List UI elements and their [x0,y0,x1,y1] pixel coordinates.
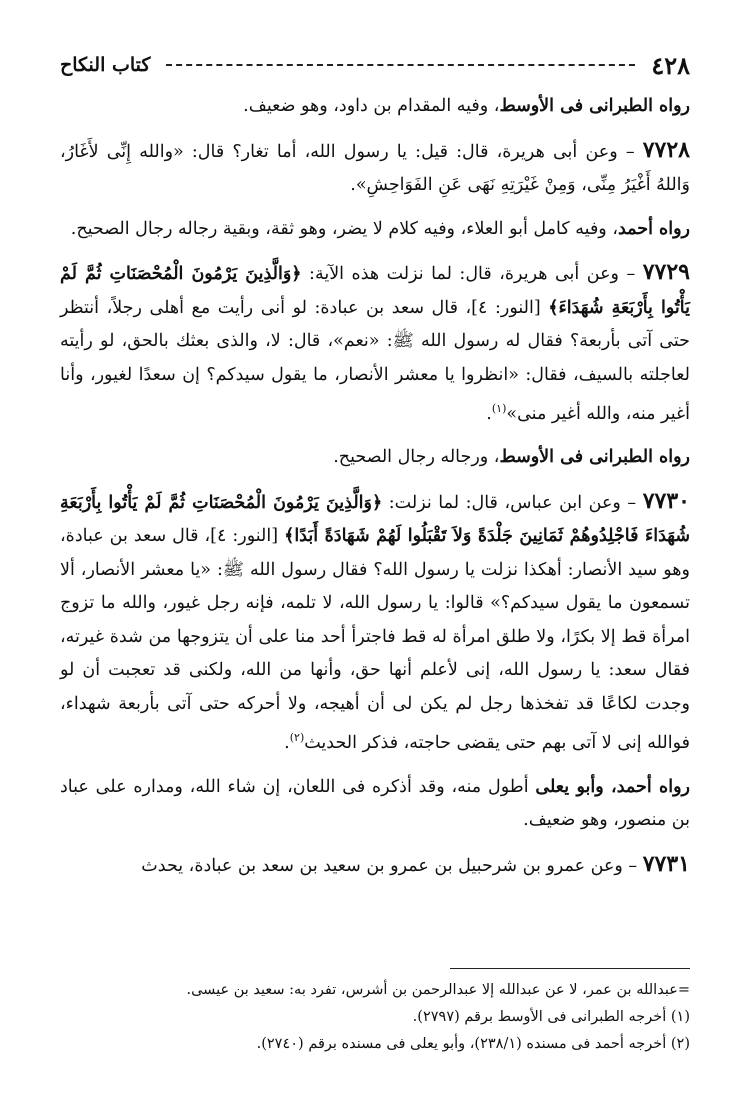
hadith-text-cont: [النور: ٤]، قال سعد بن عبادة: لو أنى رأيت مع أهلى رجلاً، أنتظر حتى آتى بأربعة؟ فقال له رسول الله ﷺ: «نعم»، قال: لا، والذى بعثك بالحق، لو رأيته لعاجلته بالسيف، فقال: «انظروا يا معشر الأنصار، ما يقول سيدكم؟ إن سعدًا لغيور، وأنا أغير منه، والله أغير منى» [60,297,690,424]
header-dashed-rule [166,64,635,66]
quran-verse: ﴿وَالَّذِينَ يَرْمُونَ الْمُحْصَنَاتِ ثُمَّ لَمْ يَأْتُوا بِأَرْبَعَةِ شُهَدَاءَ فَاجْلِدُوهُمْ ثَمَانِينَ جَلْدَةً وَلاَ تَقْبَلُوا لَهُمْ شَهَادَةً أَبَدًا﴾ [60,492,690,547]
source-citation: رواه أحمد، وأبو يعلى [535,776,690,797]
hadith-number: ٧٧٢٩ [642,259,690,285]
paragraph-source-4 [60,771,690,838]
paragraph-source-1 [60,90,690,124]
hadith-text-end: . [284,733,290,754]
hadith-number: ٧٧٢٨ [642,136,690,163]
hadith-7728 [60,134,690,203]
hadith-text-end: . [486,403,492,424]
hadith-text: – وعن أبى هريرة، قال: لما نزلت هذه الآية: [301,264,643,284]
hadith-number: ٧٧٣١ [642,850,690,877]
hadith-text: – وعن أبى هريرة، قال: قيل: يا رسول الله، أما تغار؟ قال: «والله إِنِّى لأَغَارُ، وَاللهُ أَغْيَرُ مِنِّى، وَمِنْ غَيْرَتِهِ نَهَى عَنِ الفَوَاحِشِ». [60,141,690,195]
source-citation: رواه أحمد [617,218,690,239]
source-citation: رواه الطبرانى فى الأوسط [499,447,690,468]
paragraph-source-3 [60,441,690,475]
hadith-number: ٧٧٣٠ [642,487,690,514]
paragraph-text: ، وفيه كامل أبو العلاء، وفيه كلام لا يضر، وهو ثقة، وبقية رجاله رجال الصحيح. [70,218,618,239]
hadith-7730 [60,485,690,761]
quran-verse: ﴿وَالَّذِينَ يَرْمُونَ الْمُحْصَنَاتِ ثُمَّ لَمْ يَأْتُوا بِأَرْبَعَةِ شُهَدَاءَ﴾ [60,264,690,318]
main-text [60,90,690,893]
footnote-1: (١) أخرجه الطبرانى فى الأوسط برقم (٢٧٩٧). [412,1009,690,1025]
footnote-ref-1[interactable]: (١) [491,402,507,415]
page-number: ٤٢٨ [651,50,690,80]
paragraph-text: ، ورجاله رجال الصحيح. [333,447,500,468]
paragraph-text: ، وفيه المقدام بن داود، وهو ضعيف. [243,96,500,116]
footnote-ref-2[interactable]: (٢) [289,731,305,745]
footnote-2: (٢) أخرجه أحمد فى مسنده (٢٣٨/١)، وأبو يعلى فى مسنده برقم (٢٧٤٠). [256,1036,690,1052]
paragraph-text: أطول منه، وقد أذكره فى اللعان، إن شاء الله، ومداره على عباد بن منصور، وهو ضعيف. [60,776,690,831]
footnote-continuation: =عبدالله بن عمر، لا عن عبدالله إلا عبدالرحمن بن أشرس، تفرد به: سعيد بن عيسى. [186,982,690,998]
page-header [60,50,690,80]
footnotes [60,968,690,1058]
hadith-7731 [60,848,690,884]
paragraph-source-2 [60,213,690,247]
hadith-text: – وعن عمرو بن شرحبيل بن عمرو بن سعيد بن سعد بن عبادة، يحدث [141,855,643,876]
hadith-text-cont: [النور: ٤]، قال سعد بن عبادة، وهو سيد الأنصار: أهكذا نزلت يا رسول الله؟ فقال رسول الله ﷺ: «يا معشر الأنصار، ألا تسمعون ما يقول سيدكم؟» قالوا: يا رسول الله، لا تلمه، فإنه رجل غيور، والله ما تزوج امرأة قط إلا بكرًا، ولا طلق امرأة له قط فاجترأ أحد منا على أن يتزوجها من شدة غيرته، فقال سعد: يا رسول الله، إنى لأعلم أنها حق، وأنها من الله، ولكنى قد تعجبت أن لو وجدت لكاعًا قد تفخذها رجل لم يكن لى أن أهيجه، ولا أحركه حتى آتى بأربعة شهداء، فوالله إنى لا آتى بهم حتى يقضى حاجته، فذكر الحديث [60,526,690,754]
source-citation: رواه الطبرانى فى الأوسط [499,96,690,116]
book-title: كتاب النكاح [60,54,151,76]
footnote-rule [450,968,690,969]
hadith-7729 [60,256,690,431]
hadith-text: – وعن ابن عباس، قال: لما نزلت: [382,492,643,513]
